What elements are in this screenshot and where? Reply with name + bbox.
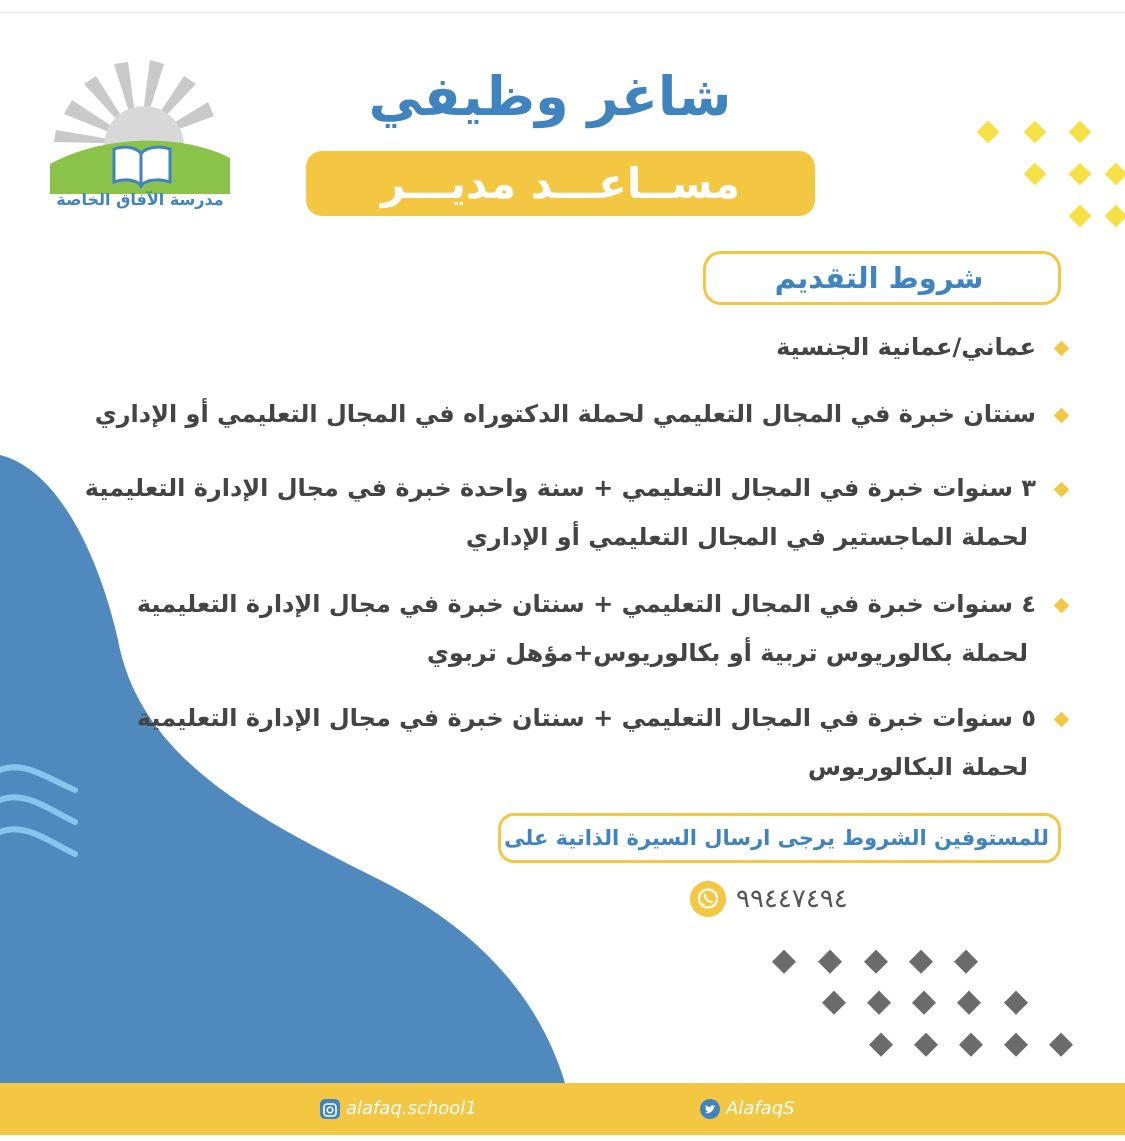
instagram-handle[interactable]: alafaq.school1 (320, 1093, 477, 1125)
diamond-bullet-icon (1054, 340, 1070, 356)
condition-item: ٤ سنوات خبرة في المجال التعليمي + سنتان خبرة في مجال الإدارة التعليمية لحملة بكالوريوس تربية أو بكالوريوس+مؤهل تربوي (137, 580, 1075, 678)
condition-item: سنتان خبرة في المجال التعليمي لحملة الدكتوراه في المجال التعليمي أو الإداري (95, 390, 1075, 439)
condition-item: عماني/عمانية الجنسية (776, 323, 1075, 372)
logo-caption: مدرسة الآفاق الخاصة (56, 190, 224, 209)
diamond-bullet-icon (1054, 481, 1070, 497)
conditions-heading: شروط التقديم (774, 261, 984, 295)
twitter-handle[interactable]: AlafaqS (700, 1093, 795, 1125)
instagram-icon (320, 1099, 340, 1119)
diamond-bullet-icon (1054, 597, 1070, 613)
whatsapp-icon[interactable] (690, 881, 726, 917)
twitter-icon (700, 1099, 720, 1119)
diamond-bullet-icon (1054, 711, 1070, 727)
cta-text: للمستوفين الشروط يرجى ارسال السيرة الذاتية على (504, 826, 1049, 850)
condition-item: ٥ سنوات خبرة في المجال التعليمي + سنتان خبرة في مجال الإدارة التعليمية لحملة البكالوريوس (137, 694, 1075, 792)
job-title: مســاعـــد مديـــر (380, 159, 741, 208)
footer-bar (0, 1083, 1125, 1135)
yellow-diamonds (977, 121, 1125, 228)
condition-item: ٣ سنوات خبرة في المجال التعليمي + سنة واحدة خبرة في مجال الإدارة التعليمية لحملة الماجستير في المجال التعليمي أو الإداري (85, 464, 1075, 562)
open-book-icon (114, 147, 170, 186)
diamond-bullet-icon (1054, 407, 1070, 423)
phone-number[interactable]: ٩٩٤٤٧٤٩٤ (736, 884, 848, 914)
page-title: شاغر وظيفي (368, 65, 732, 128)
gray-diamonds (772, 950, 1073, 1057)
